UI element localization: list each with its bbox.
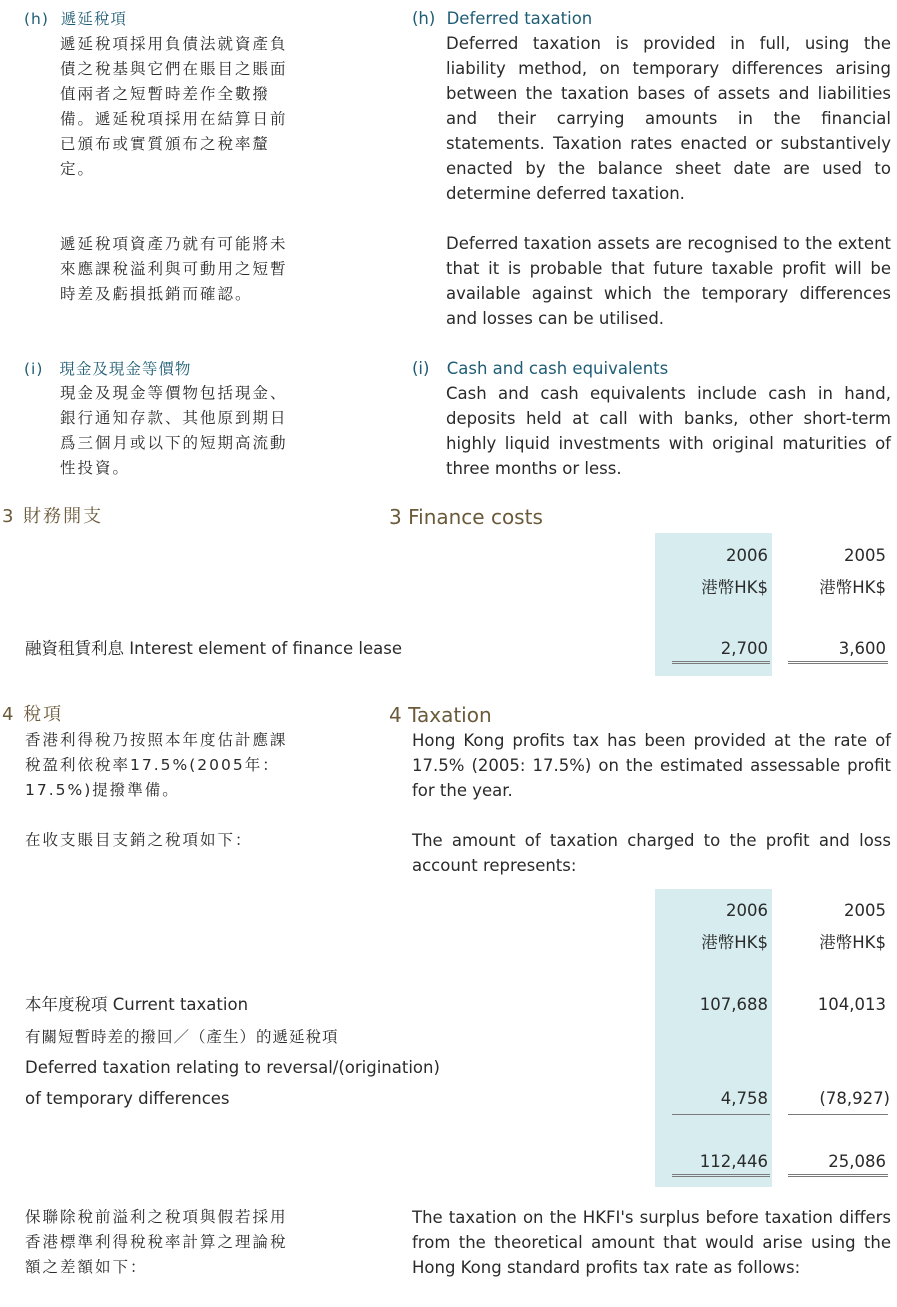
section-4-en-paragraph-2 bbox=[412, 828, 891, 878]
section-3-row-label: 融資租賃利息 Interest element of finance lease bbox=[25, 639, 402, 658]
section-4-row-2-label-zh: 有關短暫時差的撥回／（產生）的遞延稅項 bbox=[25, 1028, 339, 1046]
section-4-total-2006: 112,446 bbox=[699, 1152, 768, 1171]
note-h-zh-title: 遞延稅項 bbox=[60, 10, 127, 28]
note-h-zh-text-1: 遞延稅項採用負債法就資產負債之稅基與它們在賬目之賬面值兩者之短暫時差作全數撥備。遞延稅項採用在結算日前已頒布或實質頒布之稅率釐定。 bbox=[60, 35, 288, 178]
section-4-unit-2006: 港幣HK$ bbox=[701, 933, 768, 952]
section-4-zh-paragraph-3 bbox=[25, 1205, 300, 1280]
section-4-en-text-1: Hong Kong profits tax has been provided at the rate of 17.5% (2005: 17.5%) on the estimated assessable profit for the year. bbox=[412, 731, 891, 800]
note-h-en-paragraph-1 bbox=[446, 31, 891, 206]
note-i-en-title: Cash and cash equivalents bbox=[446, 359, 669, 378]
section-4-row-1-value-2006: 107,688 bbox=[699, 995, 768, 1014]
section-4-en-title: 4 Taxation bbox=[389, 703, 492, 727]
note-h-zh-paragraph-1 bbox=[60, 32, 300, 182]
section-3-unit-2005: 港幣HK$ bbox=[819, 578, 886, 597]
section-4-row-1-label: 本年度稅項 Current taxation bbox=[25, 995, 249, 1014]
section-4-zh-title: 4 稅項 bbox=[2, 704, 64, 725]
note-h-en-paragraph-2 bbox=[446, 231, 891, 331]
note-h-en-text-2: Deferred taxation assets are recognised to the extent that it is probable that future taxable profit will be available against which the temporary differences and losses can be utilised. bbox=[446, 234, 891, 328]
section-4-row-2-value-2006: 4,758 bbox=[720, 1089, 768, 1108]
section-4-en-paragraph-3 bbox=[412, 1205, 891, 1280]
section-4-subtotal-rule-2006 bbox=[672, 1114, 770, 1115]
note-i-en-label: (i) bbox=[412, 359, 430, 378]
section-4-row-2-label-en-2: of temporary differences bbox=[25, 1089, 230, 1108]
section-4-total-rule-2005 bbox=[788, 1174, 888, 1177]
section-4-row-1-value-2005: 104,013 bbox=[817, 995, 886, 1014]
note-h-en-heading bbox=[412, 7, 592, 31]
section-3-zh-title: 3 財務開支 bbox=[2, 506, 104, 527]
section-4-year-2005: 2005 bbox=[844, 901, 886, 920]
section-4-zh-paragraph-2 bbox=[25, 828, 325, 853]
note-h-zh-heading bbox=[24, 7, 127, 31]
section-4-subtotal-rule-2005 bbox=[788, 1114, 888, 1115]
section-3-total-rule-2006 bbox=[672, 661, 770, 664]
section-3-unit-2006: 港幣HK$ bbox=[701, 578, 768, 597]
section-3-total-rule-2005 bbox=[788, 661, 888, 664]
note-i-zh-title: 現金及現金等價物 bbox=[59, 360, 192, 378]
section-3-row-value-2005: 3,600 bbox=[838, 639, 886, 658]
section-4-row-2-label-en-1: Deferred taxation relating to reversal/(origination) bbox=[25, 1058, 440, 1077]
section-4-en-text-3: The taxation on the HKFI's surplus before taxation differs from the theoretical amount that would arise using the Hong Kong standard profits tax rate as follows: bbox=[412, 1208, 891, 1277]
note-i-zh-label: (i) bbox=[24, 360, 44, 378]
section-4-year-2006: 2006 bbox=[726, 901, 768, 920]
section-3-year-2006: 2006 bbox=[726, 546, 768, 565]
note-i-en-heading bbox=[412, 357, 668, 381]
section-4-total-rule-2006 bbox=[672, 1174, 770, 1177]
note-i-zh-text: 現金及現金等價物包括現金、銀行通知存款、其他原到期日爲三個月或以下的短期高流動性投資。 bbox=[60, 384, 288, 477]
note-h-en-text-1: Deferred taxation is provided in full, using the liability method, on temporary differences arising between the taxation bases of assets and liabilities and their carrying amounts in the financial statements. Taxation rates enacted or substantively enacted by the balance sheet date are used to determine deferred taxation. bbox=[446, 34, 891, 203]
note-h-en-title: Deferred taxation bbox=[446, 9, 593, 28]
section-4-total-2005: 25,086 bbox=[828, 1152, 886, 1171]
section-3-row-value-2006: 2,700 bbox=[720, 639, 768, 658]
section-4-zh-text-3: 保聯除稅前溢利之稅項與假若採用香港標準利得稅稅率計算之理論稅額之差額如下： bbox=[25, 1208, 288, 1276]
note-i-zh-paragraph bbox=[60, 381, 300, 481]
note-h-zh-label: (h) bbox=[24, 10, 49, 28]
section-4-unit-2005: 港幣HK$ bbox=[819, 933, 886, 952]
note-h-zh-text-2: 遞延稅項資產乃就有可能將未來應課稅溢利與可動用之短暫時差及虧損抵銷而確認。 bbox=[60, 235, 288, 303]
note-i-en-paragraph bbox=[446, 381, 891, 481]
section-4-en-text-2: The amount of taxation charged to the profit and loss account represents: bbox=[412, 831, 891, 875]
note-h-zh-paragraph-2 bbox=[60, 232, 300, 307]
section-4-zh-paragraph-1 bbox=[25, 728, 300, 803]
note-i-zh-heading bbox=[24, 357, 191, 381]
note-i-en-text: Cash and cash equivalents include cash in hand, deposits held at call with banks, other short-term highly liquid investments with original maturities of three months or less. bbox=[446, 384, 891, 478]
section-4-row-2-value-2005: (78,927) bbox=[819, 1089, 890, 1108]
section-3-en-title: 3 Finance costs bbox=[389, 505, 543, 529]
section-4-en-paragraph-1 bbox=[412, 728, 891, 803]
note-h-en-label: (h) bbox=[412, 9, 436, 28]
section-4-zh-text-2: 在收支賬目支銷之稅項如下： bbox=[25, 831, 253, 849]
section-3-year-2005: 2005 bbox=[844, 546, 886, 565]
section-4-zh-text-1: 香港利得稅乃按照本年度估計應課稅盈利依稅率17.5%(2005年：17.5%)提撥準備。 bbox=[25, 731, 288, 799]
